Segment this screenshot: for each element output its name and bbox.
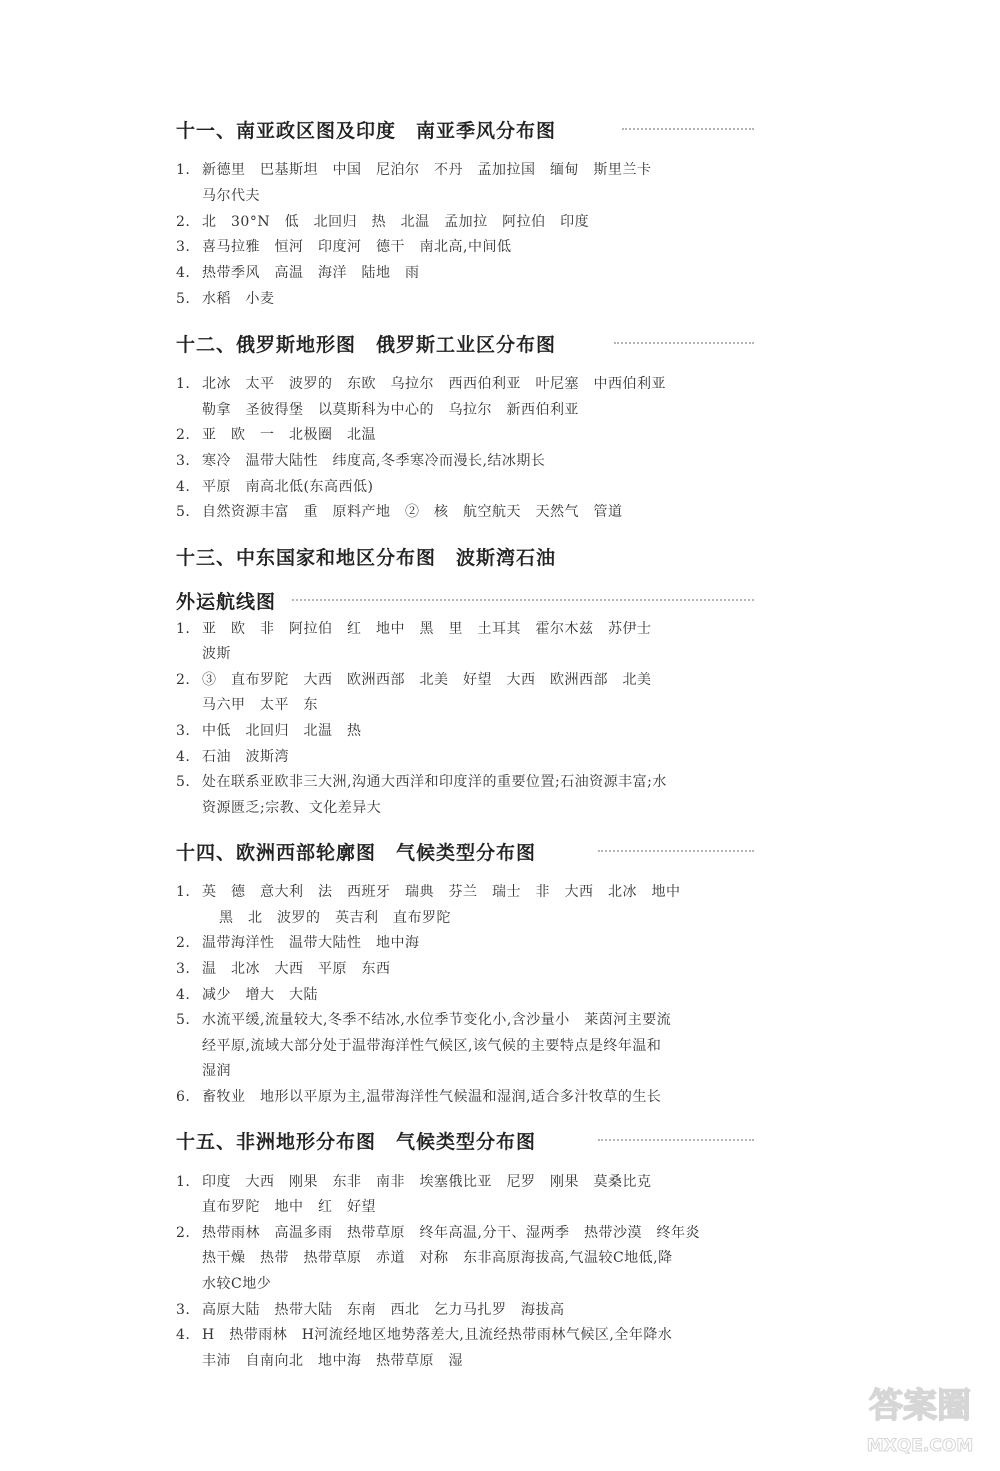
section-13-line-4: 4. 石油 波斯湾 xyxy=(176,749,289,765)
section-14-line-1b: 黑 北 波罗的 英吉利 直布罗陀 xyxy=(219,910,451,926)
section-14-title: 十四、欧洲西部轮廓图 气候类型分布图 xyxy=(176,842,537,864)
watermark-bottom-text: MXQE.COM xyxy=(866,1436,974,1456)
section-11-divider xyxy=(622,128,754,130)
section-13-line-1: 1. 亚 欧 非 阿拉伯 红 地中 黑 里 土耳其 霍尔木兹 苏伊士 xyxy=(176,621,652,637)
section-12-divider xyxy=(614,342,754,344)
section-11-line-2: 2. 北 30°N 低 北回归 热 北温 孟加拉 阿拉伯 印度 xyxy=(176,214,590,230)
section-12-line-5: 5. 自然资源丰富 重 原料产地 ② 核 航空航天 天然气 管道 xyxy=(176,504,623,520)
section-15-line-2c: 水较C地少 xyxy=(202,1276,272,1292)
section-15-line-4: 4. H 热带雨林 H河流经地区地势落差大,且流经热带雨林气候区,全年降水 xyxy=(176,1327,673,1343)
section-12-line-4: 4. 平原 南高北低(东高西低) xyxy=(176,479,374,495)
section-15-line-2b: 热干燥 热带 热带草原 赤道 对称 东非高原海拔高,气温较C地低,降 xyxy=(202,1250,673,1266)
section-13-divider xyxy=(292,599,754,601)
section-13-line-5b: 资源匮乏;宗教、文化差异大 xyxy=(202,800,382,816)
section-15-line-1: 1. 印度 大西 刚果 东非 南非 埃塞俄比亚 尼罗 刚果 莫桑比克 xyxy=(176,1174,652,1190)
section-15-line-1b: 直布罗陀 地中 红 好望 xyxy=(202,1199,376,1215)
section-14-line-6: 6. 畜牧业 地形以平原为主,温带海洋性气候温和湿润,适合多汁牧草的生长 xyxy=(176,1089,662,1105)
section-13-line-1b: 波斯 xyxy=(202,646,231,662)
section-13-line-2b: 马六甲 太平 东 xyxy=(202,697,318,713)
section-13-title-cont: 外运航线图 xyxy=(176,591,277,613)
section-12-line-3: 3. 寒冷 温带大陆性 纬度高,冬季寒冷而漫长,结冰期长 xyxy=(176,453,546,469)
section-14-line-2: 2. 温带海洋性 温带大陆性 地中海 xyxy=(176,935,420,951)
section-13-line-5: 5. 处在联系亚欧非三大洲,沟通大西洋和印度洋的重要位置;石油资源丰富;水 xyxy=(176,774,667,790)
section-15-line-4b: 丰沛 自南向北 地中海 热带草原 湿 xyxy=(202,1353,463,1369)
section-13-line-2: 2. ③ 直布罗陀 大西 欧洲西部 北美 好望 大西 欧洲西部 北美 xyxy=(176,672,652,688)
section-14-line-5b: 经平原,流域大部分处于温带海洋性气候区,该气候的主要特点是终年温和 xyxy=(202,1038,662,1054)
section-11-title: 十一、南亚政区图及印度 南亚季风分布图 xyxy=(176,120,557,142)
section-14-divider xyxy=(598,850,754,852)
section-12-line-2: 2. 亚 欧 一 北极圈 北温 xyxy=(176,427,376,443)
section-12-line-1b: 勒拿 圣彼得堡 以莫斯科为中心的 乌拉尔 新西伯利亚 xyxy=(202,402,579,418)
section-11-line-3: 3. 喜马拉雅 恒河 印度河 德干 南北高,中间低 xyxy=(176,239,512,255)
section-12-line-1: 1. 北冰 太平 波罗的 东欧 乌拉尔 西西伯利亚 叶尼塞 中西伯利亚 xyxy=(176,376,666,392)
section-15-line-2: 2. 热带雨林 高温多雨 热带草原 终年高温,分干、湿两季 热带沙漠 终年炎 xyxy=(176,1225,700,1241)
section-12-title: 十二、俄罗斯地形图 俄罗斯工业区分布图 xyxy=(176,334,557,356)
section-15-title: 十五、非洲地形分布图 气候类型分布图 xyxy=(176,1131,537,1153)
section-13-line-3: 3. 中低 北回归 北温 热 xyxy=(176,723,362,739)
section-14-line-3: 3. 温 北冰 大西 平原 东西 xyxy=(176,961,391,977)
section-14-line-5: 5. 水流平缓,流量较大,冬季不结冰,水位季节变化小,含沙量小 莱茵河主要流 xyxy=(176,1012,672,1028)
section-11-line-1b: 马尔代夫 xyxy=(202,188,260,204)
section-14-line-4: 4. 减少 增大 大陆 xyxy=(176,987,318,1003)
section-11-line-1: 1. 新德里 巴基斯坦 中国 尼泊尔 不丹 孟加拉国 缅甸 斯里兰卡 xyxy=(176,162,652,178)
section-15-line-3: 3. 高原大陆 热带大陆 东南 西北 乞力马扎罗 海拔高 xyxy=(176,1302,565,1318)
section-11-line-5: 5. 水稻 小麦 xyxy=(176,291,275,307)
section-13-title: 十三、中东国家和地区分布图 波斯湾石油 xyxy=(176,547,557,569)
section-11-line-4: 4. 热带季风 高温 海洋 陆地 雨 xyxy=(176,265,420,281)
watermark-top-text: 答案圈 xyxy=(869,1386,971,1426)
watermark-logo xyxy=(860,1367,980,1463)
section-14-line-5c: 湿润 xyxy=(202,1063,231,1079)
section-14-line-1: 1. 英 德 意大利 法 西班牙 瑞典 芬兰 瑞士 非 大西 北冰 地中 xyxy=(176,884,681,900)
section-15-divider xyxy=(598,1139,754,1141)
